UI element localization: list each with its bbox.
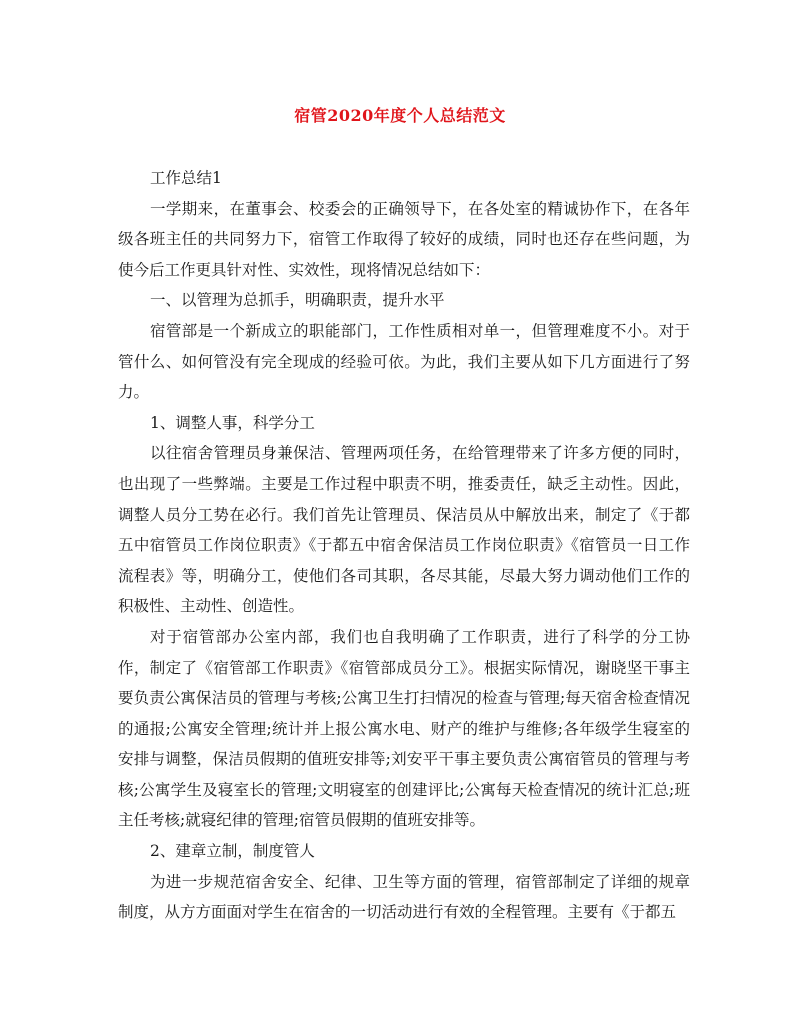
body-paragraph: 对于宿管部办公室内部，我们也自我明确了工作职责，进行了科学的分工协作，制定了《宿管部工作职责》《宿管部成员分工》。根据实际情况，谢晓坚干事主要负责公寓保洁员的管理与考核;公寓卫生打扫情况的检查与管理;每天宿舍检查情况的通报;公寓安全管理;统计并上报公寓水电、财产的维护与维修;各年级学生寝室的安排与调整，保洁员假期的值班安排等;刘安平干事主要负责公寓宿管员的管理与考核;公寓学生及寝室长的管理;文明寝室的创建评比;公寓每天检查情况的统计汇总;班主任考核;就寝纪律的管理;宿管员假期的值班安排等。 — [118, 627, 690, 830]
body-paragraph: 以往宿舍管理员身兼保洁、管理两项任务，在给管理带来了许多方便的同时，也出现了一些弊端。主要是工作过程中职责不明，推委责任，缺乏主动性。因此，调整人员分工势在必行。我们首先让管理员、保洁员从中解放出来，制定了《于都五中宿管员工作岗位职责》《于都五中宿舍保洁员工作岗位职责》《宿管员一日工作流程表》等，明确分工，使他们各司其职，各尽其能，尽最大努力调动他们工作的积极性、主动性、创造性。 — [118, 444, 690, 616]
document-title: 宿管2020年度个人总结范文 — [294, 106, 506, 125]
subsection-heading-1: 1、调整人事，科学分工 — [150, 413, 315, 432]
section-heading-1: 一、以管理为总抓手，明确职责，提升水平 — [150, 291, 445, 310]
subsection-heading-2: 2、建章立制，制度管人 — [150, 842, 315, 861]
intro-paragraph: 一学期来，在董事会、校委会的正确领导下，在各处室的精诚协作下，在各年级各班主任的共同努力下，宿管工作取得了较好的成绩，同时也还存在些问题，为使今后工作更具针对性、实效性，现将情况总结如下： — [118, 199, 690, 279]
body-paragraph: 为进一步规范宿舍安全、纪律、卫生等方面的管理，宿管部制定了详细的规章制度，从方方面面对学生在宿舍的一切活动进行有效的全程管理。主要有《于都五 — [118, 872, 690, 922]
section-label: 工作总结1 — [150, 169, 222, 187]
document-body — [118, 163, 690, 928]
body-paragraph: 宿管部是一个新成立的职能部门，工作性质相对单一，但管理难度不小。对于管什么、如何管没有完全现成的经验可依。为此，我们主要从如下几方面进行了努力。 — [118, 321, 690, 402]
